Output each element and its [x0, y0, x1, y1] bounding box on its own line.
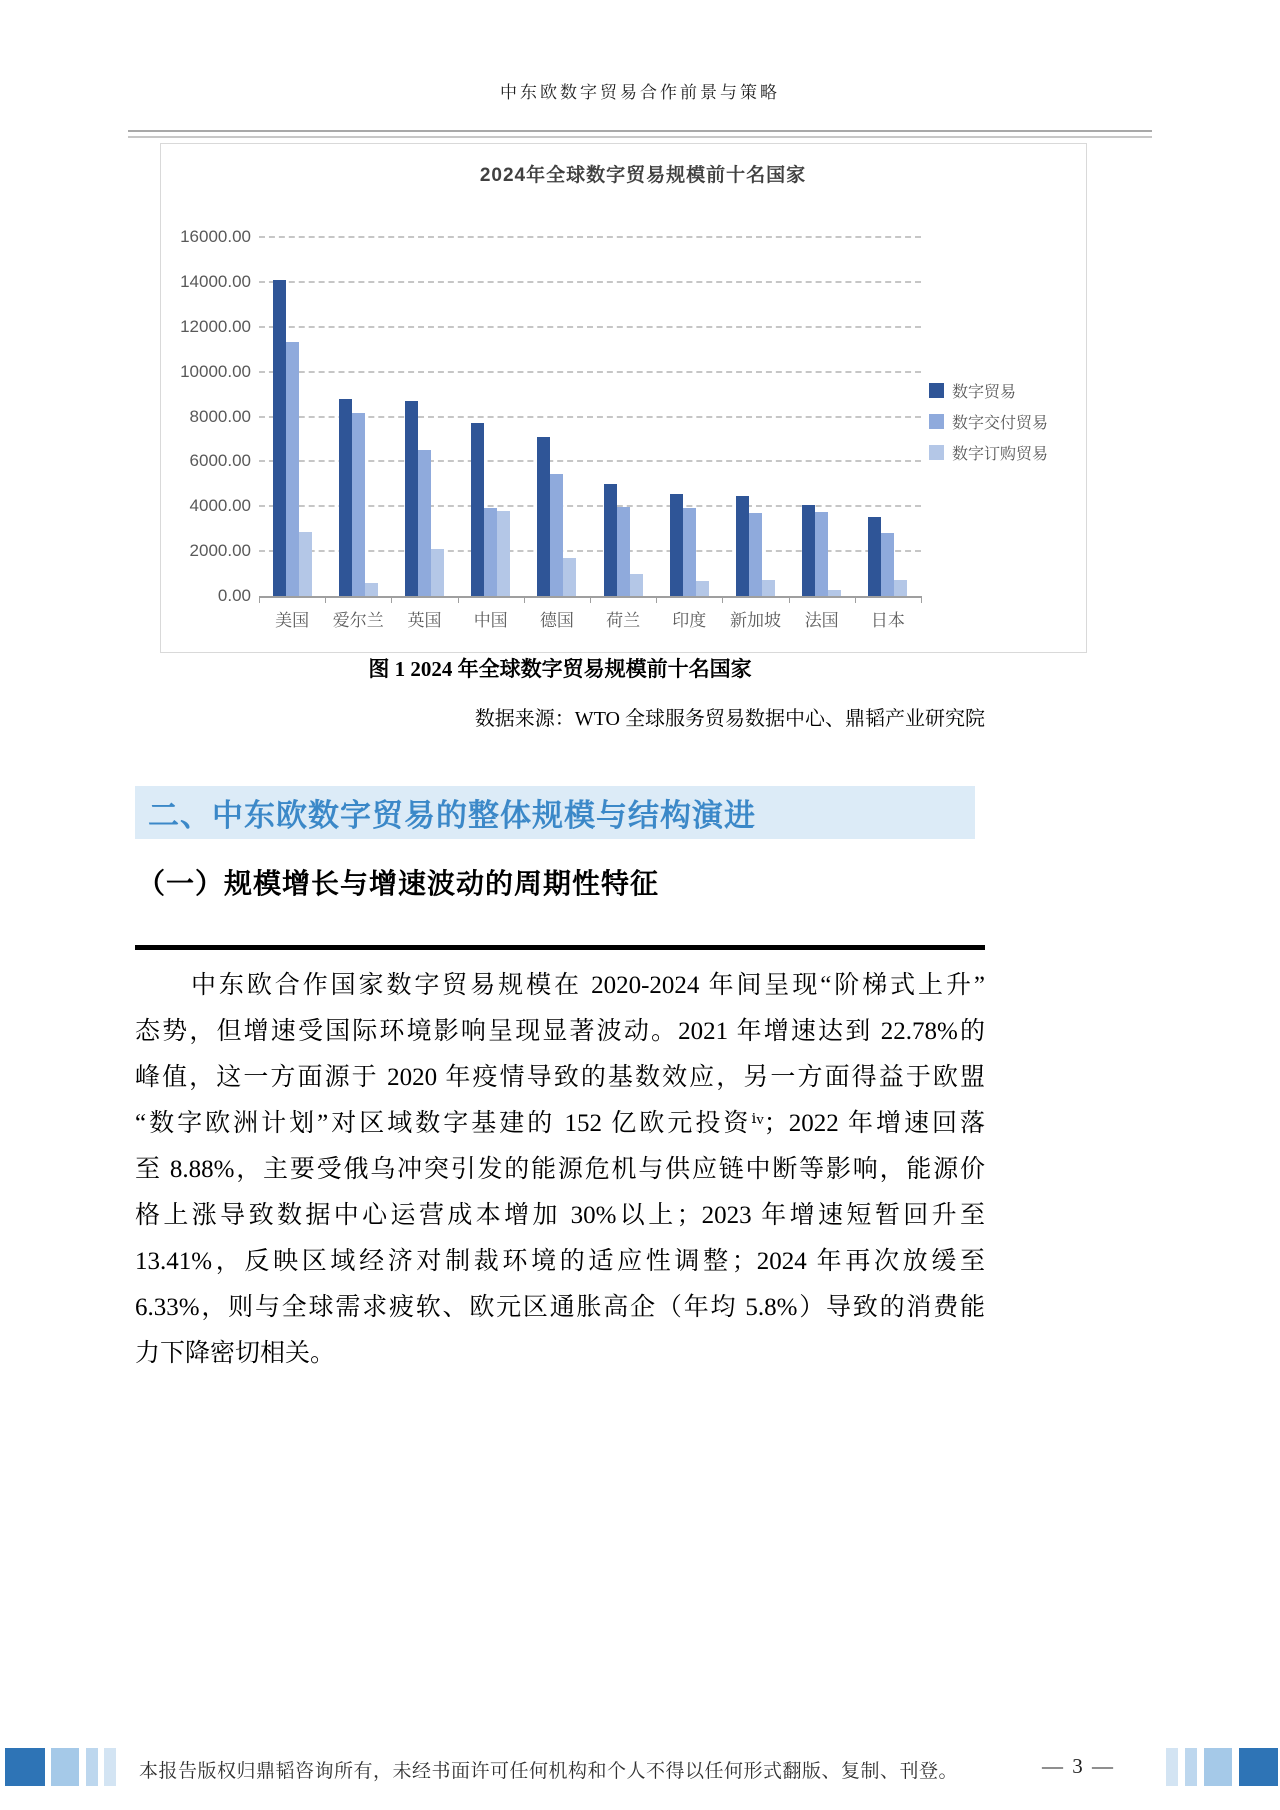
page-footer — [0, 1745, 1280, 1790]
bar-数字交付贸易-爱尔兰 — [352, 413, 365, 596]
y-axis-tick-label: 14000.00 — [180, 271, 251, 291]
bar-数字订购贸易-德国 — [563, 558, 576, 596]
decorative-square — [1185, 1748, 1197, 1786]
decorative-square — [1166, 1748, 1178, 1786]
bar-数字交付贸易-中国 — [484, 508, 497, 596]
chart-legend — [929, 381, 1048, 461]
y-axis-tick-label: 0.00 — [217, 586, 251, 605]
x-axis-tick — [789, 596, 790, 603]
x-axis-category-label: 荷兰 — [606, 611, 641, 630]
x-axis-tick — [590, 596, 591, 603]
y-axis-tick-label: 6000.00 — [189, 451, 251, 471]
legend-item — [929, 381, 1048, 399]
x-axis-category-label: 德国 — [539, 611, 574, 630]
y-axis-tick-label: 12000.00 — [180, 316, 251, 336]
legend-item — [929, 412, 1048, 430]
legend-label: 数字订购贸易 — [952, 445, 1049, 463]
y-axis-tick-label: 2000.00 — [189, 541, 251, 561]
legend-swatch — [929, 414, 944, 429]
header-divider — [128, 130, 1152, 138]
bar-数字贸易-中国 — [471, 423, 484, 596]
paragraph-line: 中东欧合作国家数字贸易规模在 2020-2024 年间呈现“阶梯式上升” — [191, 972, 985, 999]
bar-数字交付贸易-法国 — [815, 512, 828, 596]
x-axis-category-label: 爱尔兰 — [332, 611, 384, 630]
gridline — [259, 326, 921, 328]
bar-数字贸易-德国 — [537, 437, 550, 596]
bar-数字订购贸易-印度 — [696, 581, 709, 596]
decorative-square — [104, 1748, 116, 1786]
x-axis-category-label: 美国 — [275, 611, 310, 630]
decorative-square — [86, 1748, 98, 1786]
bar-数字交付贸易-美国 — [286, 342, 299, 596]
bar-数字贸易-印度 — [670, 494, 683, 596]
legend-swatch — [929, 445, 944, 460]
x-axis-tick — [855, 596, 856, 603]
bar-数字订购贸易-英国 — [431, 549, 444, 596]
decorative-square — [5, 1748, 45, 1786]
x-axis-tick — [524, 596, 525, 603]
decorative-square — [1239, 1748, 1278, 1786]
legend-item — [929, 443, 1048, 461]
gridline — [259, 281, 921, 283]
legend-label: 数字交付贸易 — [952, 414, 1049, 432]
paragraph-line: 态势，但增速受国际环境影响呈现显著波动。2021 年增速达到 22.78%的 — [135, 1018, 985, 1045]
gridline — [259, 371, 921, 373]
x-axis-category-label: 英国 — [407, 611, 442, 630]
chart-panel — [160, 143, 1087, 653]
bar-数字贸易-新加坡 — [736, 496, 749, 596]
heading-rule — [135, 945, 985, 950]
x-axis-category-label: 新加坡 — [729, 611, 781, 630]
x-axis-tick — [259, 596, 260, 603]
footer-copyright: 本报告版权归鼎韬咨询所有，未经书面许可任何机构和个人不得以任何形式翻版、复制、刊登。 — [139, 1761, 959, 1782]
x-axis-tick — [325, 596, 326, 603]
x-axis-tick — [458, 596, 459, 603]
y-axis-tick-label: 4000.00 — [189, 496, 251, 516]
x-axis-category-label: 印度 — [672, 611, 707, 630]
paragraph-line: “数字欧洲计划”对区域数字基建的 152 亿欧元投资ⁱᵛ；2022 年增速回落 — [135, 1110, 985, 1137]
page-number: — 3 — — [1042, 1754, 1115, 1778]
bar-数字贸易-荷兰 — [604, 484, 617, 596]
x-axis-tick — [656, 596, 657, 603]
y-axis-tick-label: 16000.00 — [180, 227, 251, 246]
bar-数字订购贸易-新加坡 — [762, 580, 775, 596]
bar-数字交付贸易-荷兰 — [617, 507, 630, 596]
paragraph-line: 格上涨导致数据中心运营成本增加 30%以上；2023 年增速短暂回升至 — [135, 1202, 985, 1229]
bar-数字订购贸易-荷兰 — [630, 574, 643, 596]
figure-source: 数据来源：WTO 全球服务贸易数据中心、鼎韬产业研究院 — [474, 708, 985, 730]
x-axis-tick — [391, 596, 392, 603]
x-axis-tick — [921, 596, 922, 603]
body-paragraph — [135, 963, 985, 1377]
paragraph-line: 6.33%，则与全球需求疲软、欧元区通胀高企（年均 5.8%）导致的消费能 — [135, 1294, 985, 1321]
bar-数字交付贸易-德国 — [550, 474, 563, 596]
bar-数字交付贸易-新加坡 — [749, 513, 762, 596]
bar-数字订购贸易-爱尔兰 — [365, 583, 378, 596]
bar-数字订购贸易-法国 — [828, 590, 841, 596]
section-heading-strip — [135, 786, 975, 839]
paragraph-line: 力下降密切相关。 — [135, 1340, 336, 1367]
paragraph-line: 13.41%，反映区域经济对制裁环境的适应性调整；2024 年再次放缓至 — [135, 1248, 985, 1275]
bar-数字贸易-日本 — [868, 517, 881, 596]
legend-label: 数字贸易 — [952, 383, 1017, 401]
gridline — [259, 236, 921, 238]
bar-数字订购贸易-日本 — [894, 580, 907, 596]
decorative-square — [51, 1748, 79, 1786]
section-heading: 二、中东欧数字贸易的整体规模与结构演进 — [148, 798, 756, 833]
bar-数字贸易-法国 — [802, 505, 815, 596]
x-axis-tick — [722, 596, 723, 603]
x-axis-category-label: 中国 — [473, 611, 508, 630]
paragraph-line: 峰值，这一方面源于 2020 年疫情导致的基数效应，另一方面得益于欧盟 — [135, 1064, 985, 1091]
bar-数字贸易-美国 — [273, 280, 286, 596]
bar-数字订购贸易-美国 — [299, 532, 312, 596]
legend-swatch — [929, 383, 944, 398]
y-axis-tick-label: 8000.00 — [189, 406, 251, 426]
x-axis-category-label: 日本 — [870, 611, 905, 630]
y-axis-tick-label: 10000.00 — [180, 361, 251, 381]
figure-caption: 图 1 2024 年全球数字贸易规模前十名国家 — [368, 657, 752, 681]
bar-数字交付贸易-日本 — [881, 533, 894, 596]
paragraph-line: 至 8.88%，主要受俄乌冲突引发的能源危机与供应链中断等影响，能源价 — [135, 1156, 985, 1183]
subsection-heading: （一）规模增长与增速波动的周期性特征 — [137, 868, 660, 899]
bar-数字贸易-英国 — [405, 401, 418, 596]
chart-title: 2024年全球数字贸易规模前十名国家 — [479, 165, 807, 186]
decorative-square — [1204, 1748, 1232, 1786]
bar-数字订购贸易-中国 — [497, 511, 510, 596]
bar-数字贸易-爱尔兰 — [339, 399, 352, 596]
x-axis-category-label: 法国 — [804, 611, 839, 630]
page-header-title: 中东欧数字贸易合作前景与策略 — [500, 83, 780, 102]
bar-数字交付贸易-英国 — [418, 450, 431, 596]
bar-数字交付贸易-印度 — [683, 508, 696, 596]
